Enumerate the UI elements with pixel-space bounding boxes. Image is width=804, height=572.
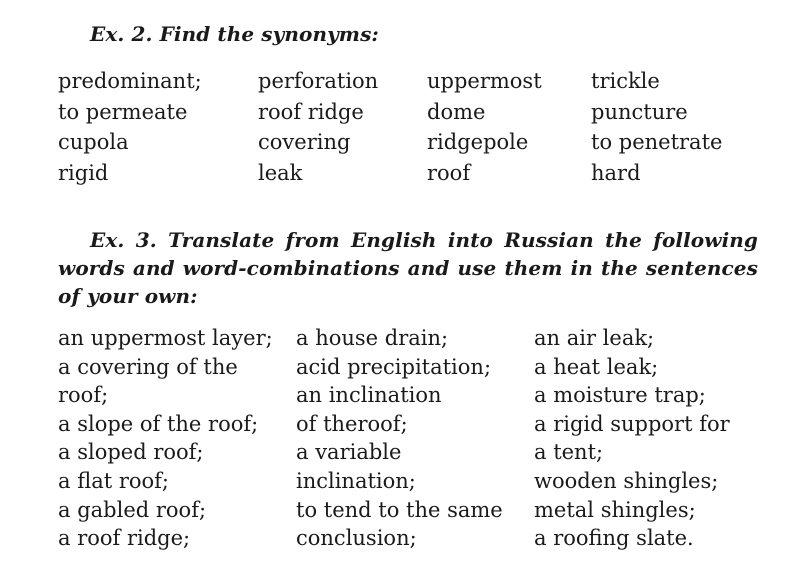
phrase: a roof ridge; [58, 526, 191, 551]
phrase: a variable [296, 440, 402, 465]
ex3-column-2 [296, 324, 503, 553]
ex2-column-1 [58, 66, 202, 188]
word: uppermost [427, 69, 542, 93]
phrase: a roofing slate. [534, 526, 694, 551]
word: hard [591, 160, 641, 185]
ex3-column-3 [534, 324, 730, 553]
word: covering [258, 130, 351, 154]
phrase: a covering of the [58, 354, 238, 379]
phrase: conclusion; [296, 526, 417, 551]
phrase: a sloped roof; [58, 440, 204, 465]
ex2-column-4 [591, 66, 722, 188]
ex2-column-3 [427, 66, 542, 188]
word: rigid [58, 160, 109, 185]
exercise-2-heading: Ex. 2. Find the synonyms: [90, 22, 379, 46]
word: predominant; [58, 69, 202, 93]
phrase: an air leak; [534, 326, 655, 350]
phrase: roof; [58, 383, 109, 408]
phrase: a rigid support for [534, 411, 730, 436]
word: to permeate [58, 99, 188, 124]
ex3-column-1 [58, 324, 273, 553]
phrase: an uppermost layer; [58, 326, 273, 350]
word: leak [258, 160, 303, 185]
phrase: of theroof; [296, 411, 408, 436]
exercise-3-heading-text: Ex. 3. Translate from English into Russian the following words and word-combinations and use them in the sentences of your own: [58, 228, 758, 308]
word: roof ridge [258, 99, 364, 124]
exercise-3-heading [58, 226, 758, 310]
phrase: an inclination [296, 383, 442, 408]
phrase: a flat roof; [58, 468, 170, 493]
word: roof [427, 160, 471, 185]
phrase: a gabled roof; [58, 497, 207, 522]
phrase: a moisture trap; [534, 383, 706, 408]
word: to penetrate [591, 130, 723, 154]
phrase: acid precipitation; [296, 354, 492, 379]
word: trickle [591, 69, 660, 93]
phrase: a slope of the roof; [58, 411, 259, 436]
phrase: to tend to the same [296, 497, 503, 522]
ex2-column-2 [258, 66, 378, 188]
phrase: wooden shingles; [534, 468, 719, 493]
phrase: a heat leak; [534, 354, 659, 379]
phrase: a tent; [534, 440, 604, 465]
phrase: a house drain; [296, 326, 449, 350]
word: puncture [591, 99, 688, 124]
word: perforation [258, 69, 379, 93]
word: cupola [58, 130, 129, 154]
phrase: metal shingles; [534, 497, 696, 522]
phrase: inclination; [296, 468, 416, 493]
word: dome [427, 99, 486, 124]
word: ridgepole [427, 130, 529, 154]
